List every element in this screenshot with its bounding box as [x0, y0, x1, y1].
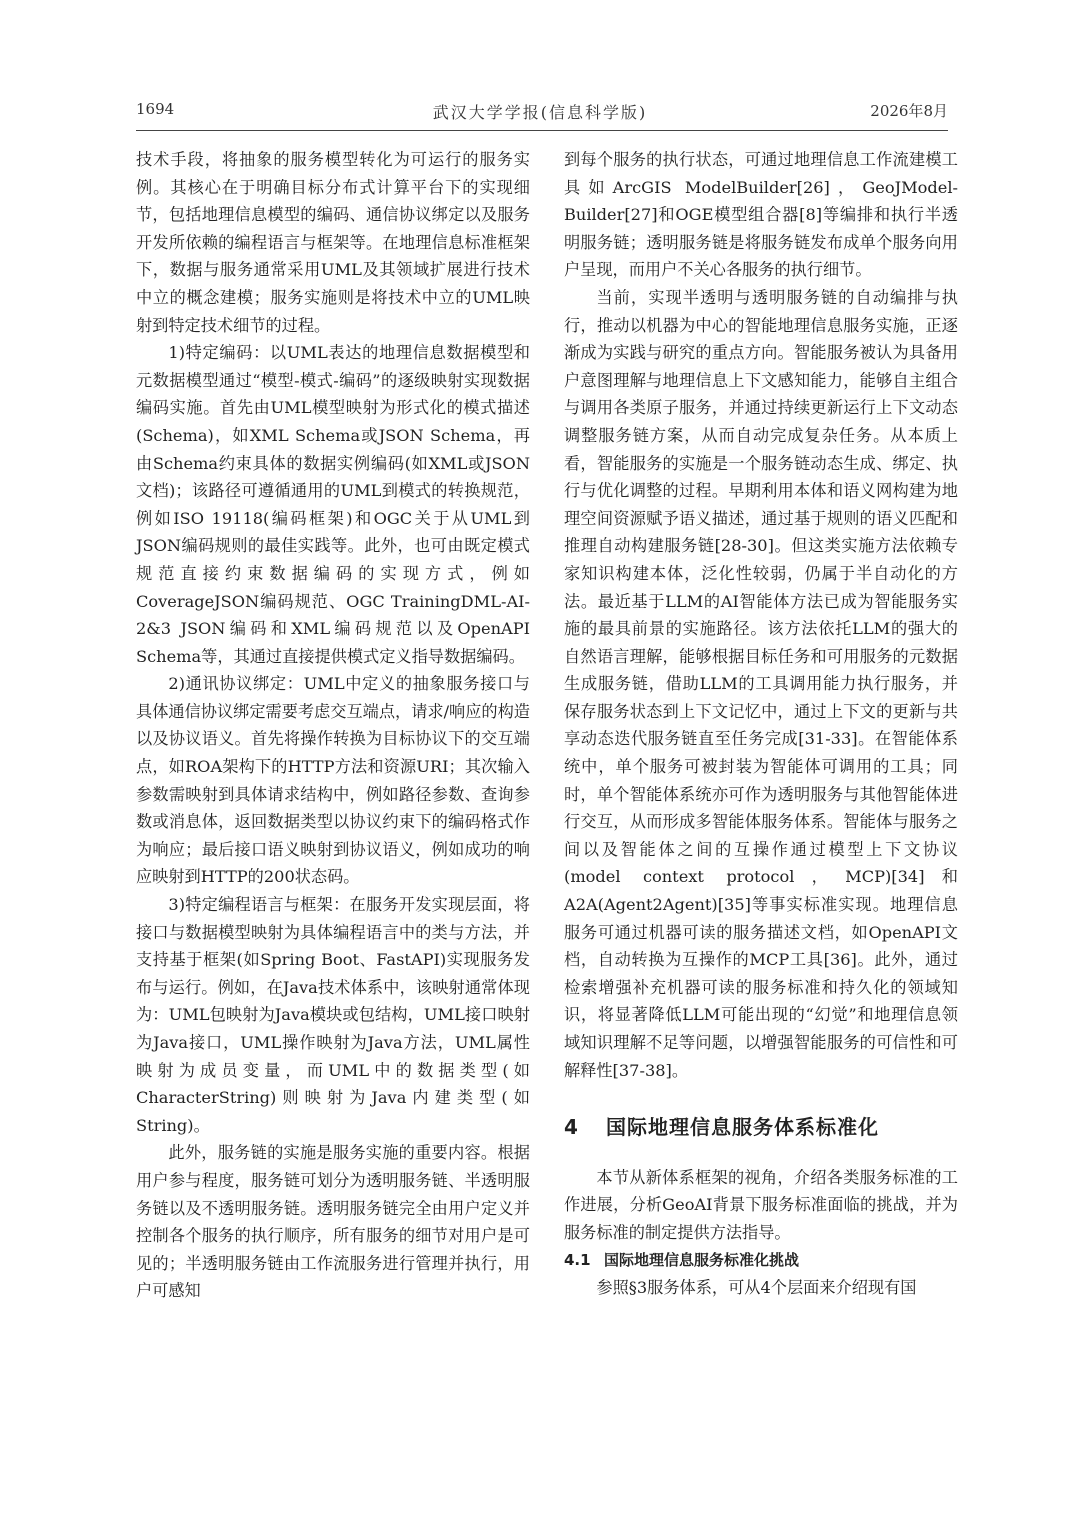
left-column	[136, 146, 530, 1305]
header-rule	[136, 130, 948, 131]
paragraph-continuation: 技术手段，将抽象的服务模型转化为可运行的服务实例。其核心在于明确目标分布式计算平台下的实现细节，包括地理信息模型的编码、通信协议绑定以及服务开发所依赖的编程语言与框架等。在地理信息标准框架下，数据与服务通常采用UML及其领域扩展进行技术中立的概念建模；服务实施则是将技术中立的UML映射到特定技术细节的过程。	[136, 150, 530, 335]
paragraph-intelligent-service: 当前，实现半透明与透明服务链的自动编排与执行，推动以机器为中心的智能地理信息服务实施，正逐渐成为实践与研究的重点方向。智能服务被认为具备用户意图理解与地理信息上下文感知能力，能够自主组合与调用各类原子服务，并通过持续更新运行上下文动态调整服务链方案，从而自动完成复杂任务。从本质上看，智能服务的实施是一个服务链动态生成、绑定、执行与优化调整的过程。早期利用本体和语义网构建为地理空间资源赋予语义描述，通过基于规则的语义匹配和推理自动构建服务链[28-30]。但这类实施方法依赖专家知识构建本体，泛化性较弱，仍属于半自动化的方法。最近基于LLM的AI智能体方法已成为智能服务实施的最具前景的实施路径。该方法依托LLM的强大的自然语言理解，能够根据目标任务和可用服务的元数据生成服务链，借助LLM的工具调用能力执行服务，并保存服务状态到上下文记忆中，通过上下文的更新与共享动态迭代服务链直至任务完成[31-33]。在智能体系统中，单个服务可被封装为智能体可调用的工具；同时，单个智能体系统亦可作为透明服务与其他智能体进行交互，从而形成多智能体服务体系。智能体与服务之间以及智能体之间的互操作通过模型上下文协议(model context protocol，MCP)[34]和A2A(Agent2Agent)[35]等事实标准实现。地理信息服务可通过机器可读的服务描述文档，如OpenAPI文档，自动转换为互操作的MCP工具[36]。此外，通过检索增强补充机器可读的服务标准和持久化的领域知识，将显著降低LLM可能出现的“幻觉”和地理信息领域知识理解不足等问题，以增强智能服务的可信性和可解释性[37-38]。	[564, 287, 958, 1080]
right-column	[564, 146, 958, 1302]
journal-title: 武汉大学学报(信息科学版)	[432, 103, 648, 122]
paragraph-service-chain-cont: 到每个服务的执行状态，可通过地理信息工作流建模工具如ArcGIS ModelBuilder[26]，GeoJModel-Builder[27]和OGE模型组合器[8]等编排和执行半透明服务链；透明服务链是将服务链发布成单个服务向用户呈现，而用户不关心各服务的执行细节。	[564, 150, 958, 280]
paragraph-protocol-binding: 2)通讯协议绑定：UML中定义的抽象服务接口与具体通信协议绑定需要考虑交互端点，请求/响应的构造以及协议语义。首先将操作转换为目标协议下的交互端点，如ROA架构下的HTTP方法和资源URI；其次输入参数需映射到具体请求结构中，例如路径参数、查询参数或消息体，返回数据类型以协议约束下的编码格式作为响应；最后接口语义映射到协议语义，例如成功的响应映射到HTTP的200状态码。	[136, 674, 530, 887]
paragraph-specific-encoding: 1)特定编码：以UML表达的地理信息数据模型和元数据模型通过“模型-模式-编码”的逐级映射实现数据编码实施。首先由UML模型映射为形式化的模式描述(Schema)，如XML Schema或JSON Schema，再由Schema约束具体的数据实例编码(如XML或JSON文档)；该路径可遵循通用的UML到模式的转换规范，例如ISO 19118(编码框架)和OGC关于从UML到JSON编码规则的最佳实践等。此外，也可由既定模式规范直接约束数据编码的实现方式，例如CoverageJSON编码规范、OGC TrainingDML-AI-2&3 JSON编码和XML编码规范以及OpenAPI Schema等，其通过直接提供模式定义指导数据编码。	[136, 343, 530, 666]
section-title: 国际地理信息服务体系标准化	[606, 1115, 879, 1140]
section-heading	[564, 1114, 958, 1142]
page-number: 1694	[136, 100, 175, 118]
section-intro-paragraph: 本节从新体系框架的视角，介绍各类服务标准的工作进展，分析GeoAI背景下服务标准面临的挑战，并为服务标准的制定提供方法指导。	[564, 1167, 958, 1242]
paragraph-programming-language: 3)特定编程语言与框架：在服务开发实现层面，将接口与数据模型映射为具体编程语言中的类与方法，并支持基于框架(如Spring Boot、FastAPI)实现服务发布与运行。例如，在Java技术体系中，该映射通常体现为：UML包映射为Java模块或包结构，UML接口映射为Java接口，UML操作映射为Java方法，UML属性映射为成员变量，而UML中的数据类型(如CharacterString)则映射为Java内建类型(如String)。	[136, 895, 530, 1135]
section-number: 4	[564, 1115, 579, 1140]
subsection-paragraph: 参照§3服务体系，可从4个层面来介绍现有国	[596, 1278, 917, 1298]
subsection-title: 国际地理信息服务标准化挑战	[604, 1250, 800, 1269]
subsection-heading	[564, 1247, 958, 1275]
paragraph-service-chain: 此外，服务链的实施是服务实施的重要内容。根据用户参与程度，服务链可划分为透明服务链、半透明服务链以及不透明服务链。透明服务链完全由用户定义并控制各个服务的执行顺序，所有服务的细节对用户是可见的；半透明服务链由工作流服务进行管理并执行，用户可感知	[136, 1143, 530, 1301]
subsection-number: 4.1	[564, 1250, 591, 1269]
issue-date: 2026年8月	[870, 102, 948, 120]
